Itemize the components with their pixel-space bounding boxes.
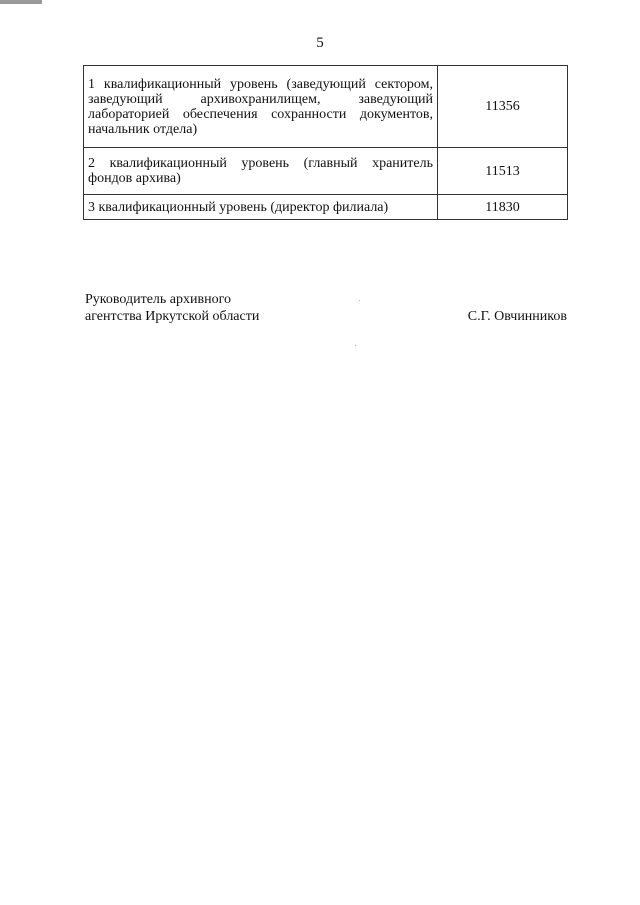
salary-table [83,65,568,220]
salary-value-cell: 11356 [438,66,568,148]
table-row [84,195,568,220]
scan-speck [355,345,356,346]
signatory-title-line: Руководитель архивного [85,292,232,307]
qualification-level-cell: 3 квалификационный уровень (директор филиала) [84,195,438,220]
table-row [84,66,568,148]
scan-speck [359,300,360,301]
page-number: 5 [316,35,324,51]
table-row [84,148,568,195]
signatory-name: С.Г. Овчинников [467,309,567,324]
signatory-title [85,291,259,325]
salary-value-cell: 11513 [438,148,568,195]
qualification-level-cell: 1 квалификационный уровень (заведующий сектором, заведующий архивохранилищем, заведующий лабораторией обеспечения сохранности документов, начальник отдела) [84,66,438,148]
signatory-title-line: агентства Иркутской области [85,309,260,324]
salary-value-cell: 11830 [438,195,568,220]
qualification-level-cell: 2 квалификационный уровень (главный хранитель фондов архива) [84,148,438,195]
scan-edge-mark [0,0,42,4]
